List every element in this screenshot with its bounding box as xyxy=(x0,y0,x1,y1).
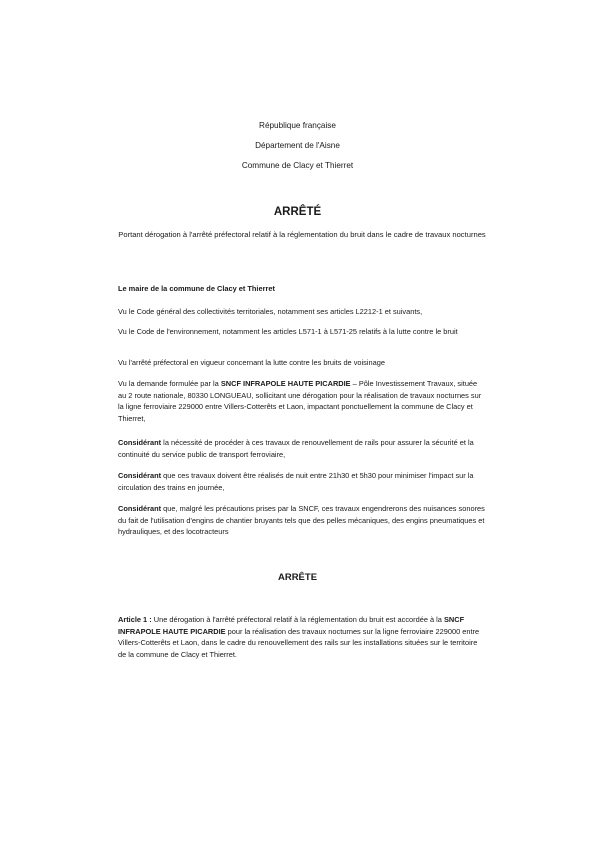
republic-line: République française xyxy=(259,121,336,130)
considerant-label: Considérant xyxy=(118,504,162,513)
article-1-label: Article 1 : xyxy=(118,615,152,624)
document-title: ARRÊTÉ xyxy=(273,206,322,218)
article-1 xyxy=(118,614,486,660)
considerant-paragraph xyxy=(118,437,486,460)
department-line: Département de l'Aisne xyxy=(255,141,340,150)
commune-line: Commune de Clacy et Thierret xyxy=(241,161,354,170)
vu-item: Vu le Code général des collectivités territoriales, notamment ses articles L2212-1 et suivants, xyxy=(118,307,423,316)
article-1-part2: pour la réalisation des travaux nocturnes sur la ligne ferroviaire 229000 entre Villers-Cotterêts et Laon, dans le cadre du renouvellement des rails sur les installations situées sur le territoire de la commune de Clacy et Thierret. xyxy=(118,626,480,659)
considerant-paragraph xyxy=(118,470,486,493)
demand-paragraph xyxy=(118,378,486,424)
mayor-line-text: Le maire de la commune de Clacy et Thierret xyxy=(118,284,275,293)
vu-item: Vu le Code de l'environnement, notamment les articles L571-1 à L571-25 relatifs à la lutte contre le bruit xyxy=(118,327,458,336)
considerant-paragraph xyxy=(118,503,486,538)
document-subtitle: Portant dérogation à l'arrêté préfectoral relatif à la réglementation du bruit dans le cadre de travaux nocturnes xyxy=(118,230,486,239)
mayor-line xyxy=(118,283,486,295)
considerant-text: que ces travaux doivent être réalisés de nuit entre 21h30 et 5h30 pour minimiser l'impact sur la circulation des trains en journée, xyxy=(118,471,474,492)
article-1-part1: Une dérogation à l'arrêté préfectoral relatif à la réglementation du bruit est accordée à la xyxy=(151,615,444,624)
considerant-text: la nécessité de procéder à ces travaux de renouvellement de rails pour assurer la sécurité et la continuité du service public de transport ferroviaire, xyxy=(118,438,474,459)
vu-item: Vu l'arrêté préfectoral en vigueur concernant la lutte contre les bruits de voisinage xyxy=(118,358,385,367)
article-1-company: SNCF INFRAPOLE HAUTE PICARDIE xyxy=(118,615,465,636)
considerant-label: Considérant xyxy=(118,438,162,447)
demand-company: SNCF INFRAPOLE HAUTE PICARDIE xyxy=(220,379,351,388)
demand-rest: – Pôle Investissement Travaux, située au 2 route nationale, 80330 LONGUEAU, sollicitant une dérogation pour la réalisation de travaux nocturnes sur la ligne ferroviaire 229000 entre Villers-Cotterêts et Laon, impactant ponctuellement la commune de Clacy et Thierret, xyxy=(118,379,482,423)
arrete-heading: ARRÊTE xyxy=(277,572,318,583)
demand-prefix: Vu la demande formulée par la xyxy=(118,379,221,388)
considerant-label: Considérant xyxy=(118,471,162,480)
considerant-text: que, malgré les précautions prises par la SNCF, ces travaux engendrerons des nuisances sonores du fait de l'utilisation d'engins de chantier bruyants tels que des pelles mécaniques, des engins pneumatiques et hydrauliques, et des locotracteurs xyxy=(118,504,485,536)
